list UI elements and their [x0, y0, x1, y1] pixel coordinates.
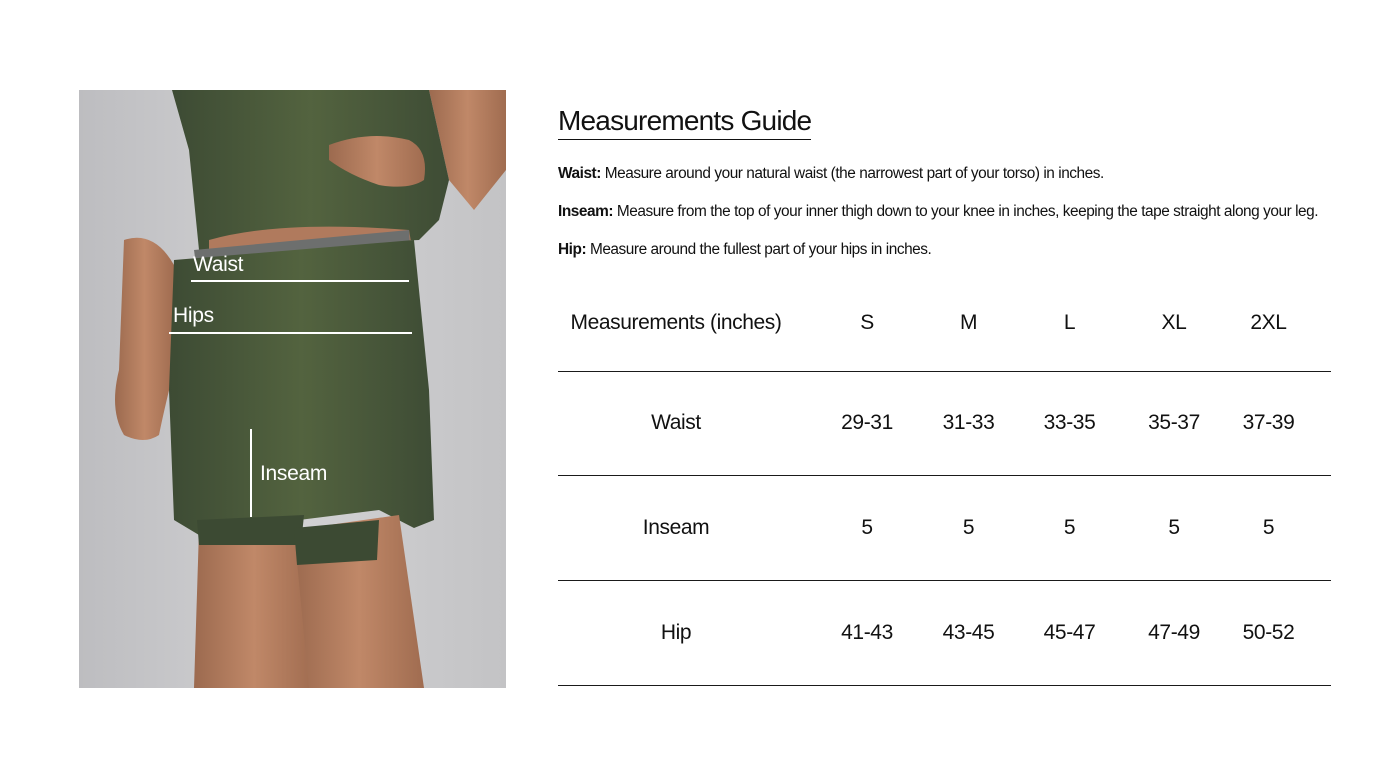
- inseam-text: Measure from the top of your inner thigh down to your knee in inches, keeping the tape straight along your leg.: [613, 203, 1319, 220]
- header-size-m: M: [940, 276, 997, 371]
- header-size-xl: XL: [1142, 276, 1206, 371]
- table-cell: 41-43: [794, 580, 940, 685]
- table-row: [558, 580, 1331, 685]
- photo-label-waist: Waist: [193, 253, 244, 276]
- page-title: Measurements Guide: [558, 104, 811, 140]
- hip-term: Hip:: [558, 241, 587, 258]
- hips-measure-line: [169, 332, 412, 334]
- table-cell: 5: [794, 476, 940, 581]
- table-cell: 5: [1142, 476, 1206, 581]
- row-label: Hip: [558, 580, 794, 685]
- header-size-2xl: 2XL: [1206, 276, 1331, 371]
- waist-description: [558, 165, 1104, 183]
- model-illustration: [79, 90, 506, 688]
- waist-text: Measure around your natural waist (the narrowest part of your torso) in inches.: [600, 165, 1104, 182]
- table-cell: 50-52: [1206, 580, 1331, 685]
- inseam-term: Inseam:: [558, 203, 614, 220]
- table-header-row: [558, 276, 1331, 371]
- row-label: Waist: [558, 371, 794, 476]
- size-chart-table: [558, 276, 1331, 686]
- table-row: [558, 476, 1331, 581]
- header-size-l: L: [997, 276, 1142, 371]
- header-measurements: Measurements (inches): [558, 276, 794, 371]
- table-cell: 29-31: [794, 371, 940, 476]
- table-cell: 47-49: [1142, 580, 1206, 685]
- table-cell: 5: [1206, 476, 1331, 581]
- table-cell: 31-33: [940, 371, 997, 476]
- header-size-s: S: [794, 276, 940, 371]
- waist-term: Waist:: [558, 165, 601, 182]
- table-cell: 5: [997, 476, 1142, 581]
- hip-text: Measure around the fullest part of your hips in inches.: [586, 241, 932, 258]
- inseam-measure-line: [250, 429, 252, 517]
- table-cell: 45-47: [997, 580, 1142, 685]
- table-cell: 33-35: [997, 371, 1142, 476]
- table-cell: 37-39: [1206, 371, 1331, 476]
- table-cell: 35-37: [1142, 371, 1206, 476]
- hip-description: [558, 241, 931, 259]
- table-cell: 43-45: [940, 580, 997, 685]
- product-photo: [79, 90, 506, 688]
- photo-label-hips: Hips: [173, 304, 214, 327]
- waist-measure-line: [191, 280, 409, 282]
- inseam-description: [558, 203, 1318, 221]
- row-label: Inseam: [558, 476, 794, 581]
- table-row: [558, 371, 1331, 476]
- table-cell: 5: [940, 476, 997, 581]
- photo-label-inseam: Inseam: [260, 462, 328, 485]
